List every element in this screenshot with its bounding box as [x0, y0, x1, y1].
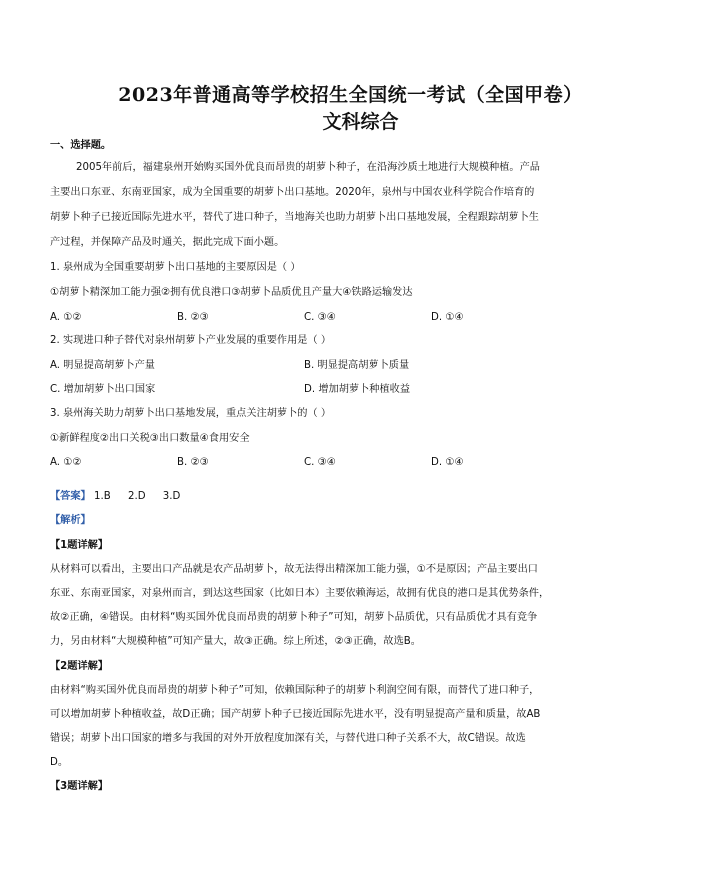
option-d: D. 增加胡萝卜种植收益: [304, 384, 411, 395]
question-2-stem: 2. 实现进口种子替代对泉州胡萝卜产业发展的重要作用是（ ）: [50, 335, 332, 346]
option-c: C. ③④: [304, 312, 336, 323]
option-c: C. 增加胡萝卜出口国家: [50, 384, 156, 395]
option-a: A. 明显提高胡萝卜产量: [50, 360, 155, 371]
q3-analysis-heading: 【3题详解】: [50, 781, 109, 792]
analysis-line: 东亚、东南亚国家，对泉州而言，到达这些国家（比如日本）主要依赖海运，故拥有优良的港口是其优势条件，: [50, 588, 550, 599]
analysis-label: 【解析】: [50, 515, 91, 526]
option-d: D. ①④: [431, 457, 464, 468]
option-a: A. ①②: [50, 457, 82, 468]
option-a: A. ①②: [50, 312, 82, 323]
analysis-line: 错误；胡萝卜出口国家的增多与我国的对外开放程度加深有关，与替代进口种子关系不大，故C错误。故选: [50, 733, 526, 744]
analysis-line: 由材料“购买国外优良而昂贵的胡萝卜种子”可知，依赖国际种子的胡萝卜利润空间有限，而替代了进口种子，: [50, 685, 540, 696]
question-3-statement: ①新鲜程度②出口关税③出口数量④食用安全: [50, 433, 250, 444]
passage-line: 胡萝卜种子已接近国际先进水平，替代了进口种子，当地海关也助力胡萝卜出口基地发展，全程跟踪胡萝卜生: [50, 212, 539, 223]
option-b: B. ②③: [177, 457, 209, 468]
q1-analysis-heading: 【1题详解】: [50, 540, 109, 551]
analysis-line: 可以增加胡萝卜种植收益，故D正确；国产胡萝卜种子已接近国际先进水平，没有明显提高产量和质量，故AB: [50, 709, 541, 720]
q2-analysis-heading: 【2题详解】: [50, 661, 109, 672]
question-1-statement: ①胡萝卜精深加工能力强②拥有优良港口③胡萝卜品质优且产量大④铁路运输发达: [50, 287, 413, 298]
exam-subtitle: 文科综合: [322, 111, 399, 133]
passage-line: 产过程，并保障产品及时通关，据此完成下面小题。: [50, 237, 285, 248]
answer-value: 1.B: [94, 491, 111, 502]
answer-label: 【答案】: [50, 491, 91, 502]
analysis-line: 故②正确，④错误。由材料“购买国外优良而昂贵的胡萝卜种子”可知，胡萝卜品质优，只有品质优才具有竞争: [50, 612, 538, 623]
option-c: C. ③④: [304, 457, 336, 468]
section-heading: 一、选择题。: [50, 140, 112, 151]
option-d: D. ①④: [431, 312, 464, 323]
analysis-line: 力，另由材料“大规模种植”可知产量大，故③正确。综上所述，②③正确，故选B。: [50, 636, 421, 647]
question-3-stem: 3. 泉州海关助力胡萝卜出口基地发展，重点关注胡萝卜的（ ）: [50, 408, 332, 419]
passage-line: 2005年前后，福建泉州开始购买国外优良而昂贵的胡萝卜种子，在沿海沙质土地进行大规模种植。产品: [76, 162, 540, 173]
question-1-stem: 1. 泉州成为全国重要胡萝卜出口基地的主要原因是（ ）: [50, 262, 301, 273]
analysis-line: D。: [50, 757, 69, 768]
answer-value: 3.D: [162, 491, 181, 502]
answer-line: [50, 490, 180, 504]
analysis-line: 从材料可以看出，主要出口产品就是农产品胡萝卜，故无法得出精深加工能力强，①不是原因；产品主要出口: [50, 564, 538, 575]
option-b: B. 明显提高胡萝卜质量: [304, 360, 410, 371]
answer-value: 2.D: [127, 491, 146, 502]
exam-title: 2023年普通高等学校招生全国统一考试（全国甲卷）: [118, 84, 583, 106]
option-b: B. ②③: [177, 312, 209, 323]
passage-line: 主要出口东亚、东南亚国家，成为全国重要的胡萝卜出口基地。2020年，泉州与中国农业科学院合作培育的: [50, 187, 535, 198]
